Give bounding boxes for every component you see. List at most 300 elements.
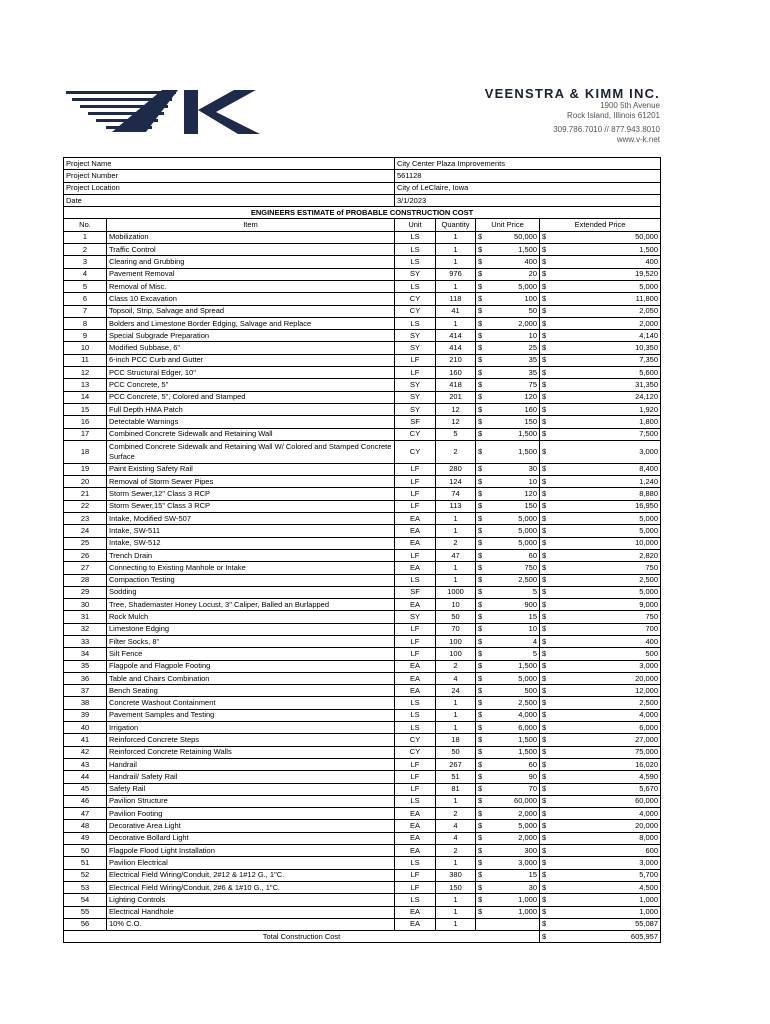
table-row xyxy=(64,488,661,500)
company-phone: 309.786.7010 // 877.943.8010 xyxy=(553,125,660,134)
item-extended-price xyxy=(540,476,661,488)
item-description: 6-inch PCC Curb and Gutter xyxy=(107,354,395,366)
item-description: Limestone Edging xyxy=(107,623,395,635)
currency-symbol: $ xyxy=(542,429,547,439)
item-unit-price xyxy=(476,513,540,525)
item-unit-price xyxy=(476,500,540,512)
item-number: 44 xyxy=(64,771,107,783)
item-extended-price xyxy=(540,562,661,574)
item-extended-price xyxy=(540,244,661,256)
item-extended-price xyxy=(540,758,661,770)
currency-symbol: $ xyxy=(478,293,483,303)
item-unit-price xyxy=(476,832,540,844)
item-unit-price-value: 10 xyxy=(528,624,537,634)
col-header-unit: Unit xyxy=(395,219,436,231)
item-unit-price-value: 2,500 xyxy=(518,575,537,585)
currency-symbol: $ xyxy=(542,685,547,695)
table-row xyxy=(64,549,661,561)
item-unit: EA xyxy=(395,845,436,857)
item-description: Handrail xyxy=(107,758,395,770)
table-row xyxy=(64,709,661,721)
item-unit-price-value: 30 xyxy=(528,882,537,892)
col-header-unit-price: Unit Price xyxy=(476,219,540,231)
item-quantity: 1 xyxy=(436,722,476,734)
table-row xyxy=(64,330,661,342)
item-quantity: 1 xyxy=(436,317,476,329)
item-extended-price xyxy=(540,488,661,500)
item-unit-price-value: 500 xyxy=(524,685,537,695)
item-unit-price xyxy=(476,918,540,930)
item-extended-price xyxy=(540,918,661,930)
item-unit: EA xyxy=(395,513,436,525)
item-description: Bolders and Limestone Border Edging, Salvage and Replace xyxy=(107,317,395,329)
project-date-label: Date xyxy=(64,194,395,206)
item-quantity: 1 xyxy=(436,795,476,807)
item-number: 12 xyxy=(64,367,107,379)
item-extended-price xyxy=(540,599,661,611)
table-row xyxy=(64,906,661,918)
item-number: 52 xyxy=(64,869,107,881)
item-extended-price xyxy=(540,672,661,684)
item-unit: LS xyxy=(395,317,436,329)
item-number: 40 xyxy=(64,722,107,734)
currency-symbol: $ xyxy=(542,306,547,316)
item-unit-price-value: 20 xyxy=(528,269,537,279)
item-unit-price-value: 6,000 xyxy=(518,722,537,732)
currency-symbol: $ xyxy=(478,525,483,535)
item-description: Flagpole Flood Light Installation xyxy=(107,845,395,857)
item-unit: LF xyxy=(395,476,436,488)
item-unit: CY xyxy=(395,734,436,746)
item-unit-price xyxy=(476,586,540,598)
currency-symbol: $ xyxy=(542,894,547,904)
item-extended-price-value: 16,950 xyxy=(635,501,659,511)
table-row xyxy=(64,771,661,783)
item-description: Class 10 Excavation xyxy=(107,293,395,305)
item-unit-price-value: 100 xyxy=(524,293,537,303)
currency-symbol: $ xyxy=(478,907,483,917)
item-unit: EA xyxy=(395,537,436,549)
item-unit-price-value: 300 xyxy=(524,845,537,855)
total-label: Total Construction Cost xyxy=(64,931,540,943)
item-extended-price xyxy=(540,354,661,366)
table-row xyxy=(64,280,661,292)
column-header-row xyxy=(64,219,661,231)
item-quantity: 2 xyxy=(436,808,476,820)
currency-symbol: $ xyxy=(478,882,483,892)
item-unit-price xyxy=(476,623,540,635)
item-unit-price xyxy=(476,476,540,488)
item-unit: LS xyxy=(395,280,436,292)
item-quantity: 1 xyxy=(436,574,476,586)
col-header-extended-price: Extended Price xyxy=(540,219,661,231)
item-unit-price-value: 15 xyxy=(528,612,537,622)
item-number: 22 xyxy=(64,500,107,512)
item-number: 38 xyxy=(64,697,107,709)
currency-symbol: $ xyxy=(478,392,483,402)
table-row xyxy=(64,574,661,586)
item-description: Compaction Testing xyxy=(107,574,395,586)
currency-symbol: $ xyxy=(478,612,483,622)
item-extended-price xyxy=(540,416,661,428)
item-unit: LF xyxy=(395,549,436,561)
item-quantity: 1 xyxy=(436,231,476,243)
table-row xyxy=(64,635,661,647)
item-unit: LF xyxy=(395,783,436,795)
item-quantity: 1 xyxy=(436,256,476,268)
item-number: 54 xyxy=(64,894,107,906)
table-row xyxy=(64,379,661,391)
item-unit-price xyxy=(476,379,540,391)
item-unit: LF xyxy=(395,881,436,893)
table-row xyxy=(64,918,661,930)
item-number: 1 xyxy=(64,231,107,243)
item-description: Reinforced Concrete Steps xyxy=(107,734,395,746)
item-number: 53 xyxy=(64,881,107,893)
table-row xyxy=(64,845,661,857)
item-number: 43 xyxy=(64,758,107,770)
currency-symbol: $ xyxy=(542,489,547,499)
item-quantity: 51 xyxy=(436,771,476,783)
item-unit-price xyxy=(476,391,540,403)
currency-symbol: $ xyxy=(478,685,483,695)
item-unit-price xyxy=(476,354,540,366)
item-number: 46 xyxy=(64,795,107,807)
table-row xyxy=(64,820,661,832)
table-row xyxy=(64,525,661,537)
item-description: PCC Structural Edger, 10" xyxy=(107,367,395,379)
item-unit: EA xyxy=(395,672,436,684)
company-block xyxy=(484,86,660,145)
item-unit: LS xyxy=(395,894,436,906)
item-unit-price-value: 70 xyxy=(528,784,537,794)
item-number: 13 xyxy=(64,379,107,391)
item-unit-price xyxy=(476,722,540,734)
item-extended-price xyxy=(540,379,661,391)
table-row xyxy=(64,660,661,672)
currency-symbol: $ xyxy=(542,931,547,941)
table-row xyxy=(64,513,661,525)
col-header-quantity: Quantity xyxy=(436,219,476,231)
item-quantity: 1000 xyxy=(436,586,476,598)
item-quantity: 4 xyxy=(436,820,476,832)
item-quantity: 47 xyxy=(436,549,476,561)
item-unit: LF xyxy=(395,869,436,881)
item-unit-price-value: 60 xyxy=(528,550,537,560)
item-extended-price xyxy=(540,771,661,783)
item-unit: LF xyxy=(395,648,436,660)
item-unit-price xyxy=(476,709,540,721)
table-row xyxy=(64,894,661,906)
item-extended-price-value: 1,800 xyxy=(639,416,659,426)
item-description: Flagpole and Flagpole Footing xyxy=(107,660,395,672)
table-row xyxy=(64,611,661,623)
item-unit-price-value: 35 xyxy=(528,355,537,365)
item-extended-price xyxy=(540,231,661,243)
item-unit-price xyxy=(476,256,540,268)
currency-symbol: $ xyxy=(478,648,483,658)
currency-symbol: $ xyxy=(478,306,483,316)
item-unit-price-value: 3,000 xyxy=(518,857,537,867)
item-unit: LF xyxy=(395,488,436,500)
item-unit-price-value: 35 xyxy=(528,367,537,377)
item-number: 20 xyxy=(64,476,107,488)
item-quantity: 414 xyxy=(436,342,476,354)
currency-symbol: $ xyxy=(478,429,483,439)
item-unit: CY xyxy=(395,305,436,317)
company-name: VEENSTRA & KIMM INC. xyxy=(484,86,660,101)
item-unit-price-value: 5,000 xyxy=(518,538,537,548)
currency-symbol: $ xyxy=(542,513,547,523)
item-quantity: 201 xyxy=(436,391,476,403)
currency-symbol: $ xyxy=(478,244,483,254)
item-extended-price xyxy=(540,463,661,475)
currency-symbol: $ xyxy=(542,562,547,572)
item-quantity: 2 xyxy=(436,845,476,857)
item-extended-price-value: 9,000 xyxy=(639,599,659,609)
currency-symbol: $ xyxy=(542,857,547,867)
item-unit: SF xyxy=(395,586,436,598)
item-quantity: 210 xyxy=(436,354,476,366)
currency-symbol: $ xyxy=(542,710,547,720)
item-extended-price-value: 31,350 xyxy=(635,379,659,389)
item-unit: EA xyxy=(395,525,436,537)
item-unit-price xyxy=(476,734,540,746)
item-quantity: 18 xyxy=(436,734,476,746)
item-extended-price-value: 750 xyxy=(645,562,659,572)
currency-symbol: $ xyxy=(478,710,483,720)
item-unit: LF xyxy=(395,463,436,475)
item-unit-price xyxy=(476,845,540,857)
item-unit-price-value: 2,000 xyxy=(518,318,537,328)
table-row xyxy=(64,305,661,317)
item-quantity: 1 xyxy=(436,562,476,574)
table-row xyxy=(64,599,661,611)
currency-symbol: $ xyxy=(478,550,483,560)
project-date-row xyxy=(64,194,661,206)
item-extended-price-value: 3,000 xyxy=(639,446,659,456)
letterhead xyxy=(0,0,770,150)
item-unit-price xyxy=(476,330,540,342)
item-unit: SY xyxy=(395,268,436,280)
table-row xyxy=(64,391,661,403)
item-number: 47 xyxy=(64,808,107,820)
table-row xyxy=(64,562,661,574)
item-unit-price xyxy=(476,599,540,611)
item-extended-price-value: 400 xyxy=(645,257,659,267)
item-unit-price xyxy=(476,635,540,647)
item-number: 31 xyxy=(64,611,107,623)
item-unit: LS xyxy=(395,574,436,586)
item-extended-price xyxy=(540,746,661,758)
currency-symbol: $ xyxy=(478,735,483,744)
item-extended-price xyxy=(540,317,661,329)
table-row xyxy=(64,722,661,734)
currency-symbol: $ xyxy=(478,446,483,456)
item-description: Storm Sewer,15" Class 3 RCP xyxy=(107,500,395,512)
item-description: Silt Fence xyxy=(107,648,395,660)
item-description: Reinforced Concrete Retaining Walls xyxy=(107,746,395,758)
item-unit-price xyxy=(476,758,540,770)
item-unit: SY xyxy=(395,403,436,415)
item-quantity: 414 xyxy=(436,330,476,342)
estimate-title: ENGINEERS ESTIMATE of PROBABLE CONSTRUCTION COST xyxy=(64,207,661,219)
item-unit-price xyxy=(476,268,540,280)
item-description: Bench Seating xyxy=(107,685,395,697)
currency-symbol: $ xyxy=(478,281,483,291)
currency-symbol: $ xyxy=(542,525,547,535)
item-extended-price xyxy=(540,820,661,832)
currency-symbol: $ xyxy=(478,771,483,781)
item-extended-price-value: 4,000 xyxy=(639,808,659,818)
item-extended-price xyxy=(540,330,661,342)
item-unit: SY xyxy=(395,342,436,354)
company-web: www.v-k.net xyxy=(616,135,660,144)
project-location-row xyxy=(64,182,661,194)
item-extended-price-value: 4,000 xyxy=(639,710,659,720)
item-unit-price-value: 150 xyxy=(524,416,537,426)
item-number: 33 xyxy=(64,635,107,647)
item-unit-price-value: 5,000 xyxy=(518,513,537,523)
item-quantity: 160 xyxy=(436,367,476,379)
currency-symbol: $ xyxy=(542,538,547,548)
item-unit: SF xyxy=(395,416,436,428)
col-header-item: Item xyxy=(107,219,395,231)
item-description: Storm Sewer,12" Class 3 RCP xyxy=(107,488,395,500)
currency-symbol: $ xyxy=(542,392,547,402)
item-unit-price xyxy=(476,906,540,918)
currency-symbol: $ xyxy=(542,698,547,708)
currency-symbol: $ xyxy=(478,476,483,486)
item-unit: SY xyxy=(395,379,436,391)
item-extended-price xyxy=(540,881,661,893)
item-extended-price-value: 5,000 xyxy=(639,513,659,523)
table-row xyxy=(64,440,661,463)
table-row xyxy=(64,685,661,697)
item-unit-price-value: 1,500 xyxy=(518,661,537,671)
item-number: 36 xyxy=(64,672,107,684)
table-row xyxy=(64,734,661,746)
item-unit: SY xyxy=(395,330,436,342)
table-row xyxy=(64,783,661,795)
currency-symbol: $ xyxy=(542,845,547,855)
item-unit-price-value: 5,000 xyxy=(518,673,537,683)
item-extended-price xyxy=(540,857,661,869)
table-row xyxy=(64,500,661,512)
currency-symbol: $ xyxy=(542,735,547,744)
item-unit-price-value: 50 xyxy=(528,306,537,316)
item-number: 29 xyxy=(64,586,107,598)
item-description: Mobilization xyxy=(107,231,395,243)
item-unit: CY xyxy=(395,428,436,440)
item-description: Trench Drain xyxy=(107,549,395,561)
item-description: Combined Concrete Sidewalk and Retaining Wall W/ Colored and Stamped Concrete Surface xyxy=(107,440,395,463)
item-description: Filter Socks, 8" xyxy=(107,635,395,647)
table-row xyxy=(64,795,661,807)
item-extended-price xyxy=(540,574,661,586)
currency-symbol: $ xyxy=(478,343,483,353)
item-unit-price xyxy=(476,525,540,537)
item-unit-price xyxy=(476,783,540,795)
currency-symbol: $ xyxy=(478,722,483,732)
item-quantity: 41 xyxy=(436,305,476,317)
item-unit-price-value: 5 xyxy=(532,648,537,658)
item-extended-price-value: 4,140 xyxy=(639,330,659,340)
item-unit: LF xyxy=(395,771,436,783)
item-extended-price xyxy=(540,635,661,647)
table-row xyxy=(64,317,661,329)
item-unit-price-value: 5,000 xyxy=(518,281,537,291)
currency-symbol: $ xyxy=(478,796,483,806)
item-unit-price xyxy=(476,881,540,893)
currency-symbol: $ xyxy=(542,476,547,486)
currency-symbol: $ xyxy=(478,489,483,499)
item-description: Concrete Washout Containment xyxy=(107,697,395,709)
item-unit: EA xyxy=(395,832,436,844)
item-description: Modified Subbase, 6" xyxy=(107,342,395,354)
currency-symbol: $ xyxy=(542,379,547,389)
item-extended-price-value: 12,000 xyxy=(635,685,659,695)
item-quantity: 976 xyxy=(436,268,476,280)
currency-symbol: $ xyxy=(478,355,483,365)
col-header-no: No. xyxy=(64,219,107,231)
currency-symbol: $ xyxy=(478,513,483,523)
item-extended-price xyxy=(540,293,661,305)
currency-symbol: $ xyxy=(478,575,483,585)
currency-symbol: $ xyxy=(542,882,547,892)
item-extended-price-value: 7,500 xyxy=(639,429,659,439)
item-unit-price-value: 1,000 xyxy=(518,907,537,917)
table-row xyxy=(64,244,661,256)
currency-symbol: $ xyxy=(542,330,547,340)
table-row xyxy=(64,256,661,268)
item-description: Rock Mulch xyxy=(107,611,395,623)
item-extended-price xyxy=(540,391,661,403)
item-unit-price xyxy=(476,428,540,440)
item-unit-price-value: 900 xyxy=(524,599,537,609)
item-quantity: 24 xyxy=(436,685,476,697)
item-extended-price-value: 700 xyxy=(645,624,659,634)
item-number: 18 xyxy=(64,440,107,463)
item-number: 48 xyxy=(64,820,107,832)
item-extended-price-value: 75,000 xyxy=(635,747,659,757)
item-description: Safety Rail xyxy=(107,783,395,795)
item-unit-price xyxy=(476,416,540,428)
item-quantity: 1 xyxy=(436,906,476,918)
item-number: 14 xyxy=(64,391,107,403)
currency-symbol: $ xyxy=(542,612,547,622)
currency-symbol: $ xyxy=(478,538,483,548)
item-quantity: 12 xyxy=(436,416,476,428)
item-extended-price xyxy=(540,722,661,734)
currency-symbol: $ xyxy=(542,722,547,732)
item-number: 15 xyxy=(64,403,107,415)
item-number: 16 xyxy=(64,416,107,428)
item-quantity: 280 xyxy=(436,463,476,475)
item-unit: EA xyxy=(395,808,436,820)
item-description: Handrail/ Safety Rail xyxy=(107,771,395,783)
project-name-value: City Center Plaza Improvements xyxy=(395,158,661,170)
item-description: Electrical Handhole xyxy=(107,906,395,918)
item-extended-price-value: 16,020 xyxy=(635,759,659,769)
item-unit: EA xyxy=(395,906,436,918)
item-extended-price-value: 600 xyxy=(645,845,659,855)
item-description: Irrigation xyxy=(107,722,395,734)
currency-symbol: $ xyxy=(542,771,547,781)
item-extended-price-value: 24,120 xyxy=(635,392,659,402)
item-extended-price-value: 1,240 xyxy=(639,476,659,486)
item-unit-price-value: 2,500 xyxy=(518,698,537,708)
